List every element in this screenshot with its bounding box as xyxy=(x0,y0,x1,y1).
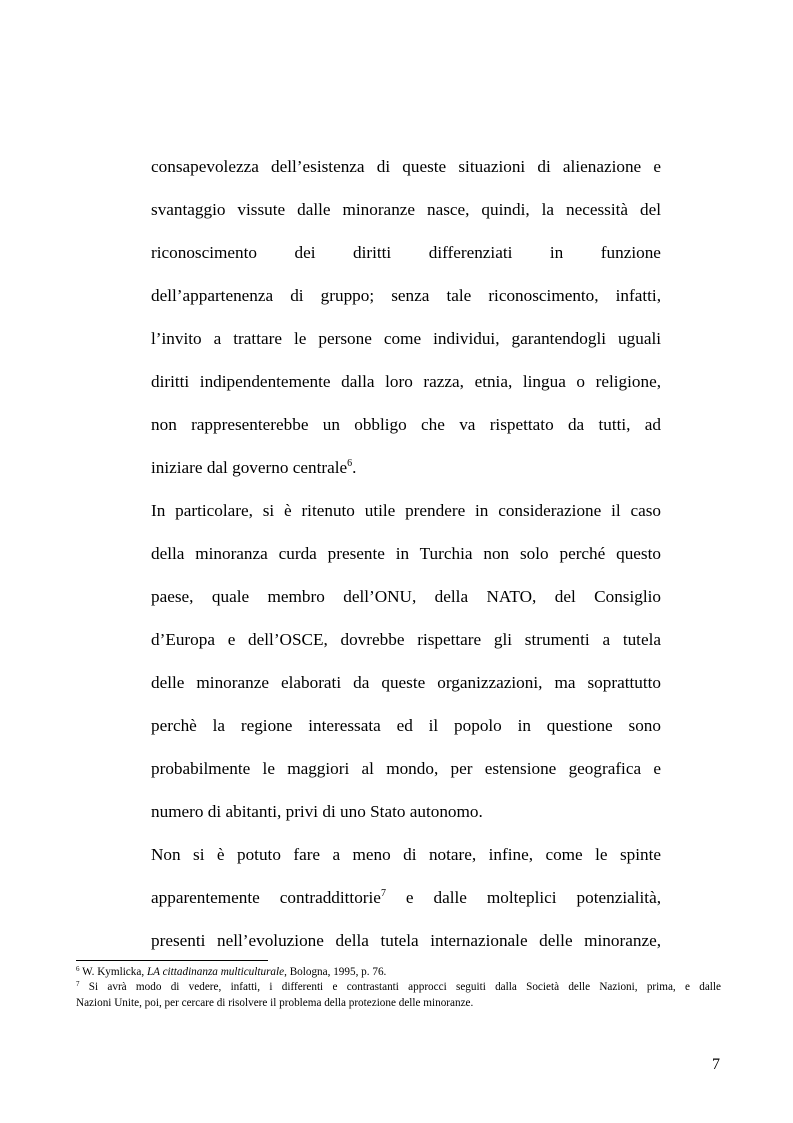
text-line: probabilmente le maggiori al mondo, per estensione geografica e xyxy=(151,759,661,778)
footnote-text: Si avrà modo di vedere, infatti, i differenti e contrastanti approcci seguiti dalla Società delle Nazioni, prima, e dalle xyxy=(79,981,721,994)
word: riconoscimento xyxy=(151,243,257,262)
text-line xyxy=(151,880,661,923)
text-line: svantaggio vissute dalle minoranze nasce, quindi, la necessità del xyxy=(151,200,661,219)
text-line: numero di abitanti, privi di uno Stato autonomo. xyxy=(151,802,483,821)
footnote-rest: , Bologna, 1995, p. 76. xyxy=(284,966,387,978)
page-number: 7 xyxy=(712,1056,720,1073)
text-line: diritti indipendentemente dalla loro razza, etnia, lingua o religione, xyxy=(151,372,661,391)
text-line: dell’appartenenza di gruppo; senza tale riconoscimento, infatti, xyxy=(151,286,661,305)
word: dei xyxy=(294,243,316,262)
footnote-6 xyxy=(76,965,721,980)
word: diritti xyxy=(353,243,392,262)
footnote-line xyxy=(76,980,721,995)
text-fragment: apparentemente contraddittorie xyxy=(151,888,381,907)
footnote-number: 6 xyxy=(76,965,80,973)
text-line: d’Europa e dell’OSCE, dovrebbe rispettare gli strumenti a tutela xyxy=(151,630,661,649)
footnote-line: Nazioni Unite, poi, per cercare di risolvere il problema della protezione delle minoranze. xyxy=(76,996,474,1009)
footnotes xyxy=(76,965,721,1010)
footnote-author: W. Kymlicka, xyxy=(79,966,147,978)
text-fragment: e dalle molteplici potenzialità, xyxy=(385,888,661,907)
text-line: delle minoranze elaborati da queste organizzazioni, ma soprattutto xyxy=(151,673,661,692)
footnote-ref-6[interactable]: 6 xyxy=(347,458,353,469)
text-line xyxy=(151,450,661,493)
word: differenziati xyxy=(428,243,513,262)
footnote-ref-7[interactable]: 7 xyxy=(380,888,386,899)
text-line: non rappresenterebbe un obbligo che va rispettato da tutti, ad xyxy=(151,415,661,434)
text-line: della minoranza curda presente in Turchia non solo perché questo xyxy=(151,544,661,563)
text-line: In particolare, si è ritenuto utile prendere in considerazione il caso xyxy=(151,501,661,520)
footnote-separator xyxy=(76,960,268,961)
footnote-title: LA cittadinanza multiculturale xyxy=(146,966,285,978)
body-text xyxy=(151,149,661,966)
text-line: consapevolezza dell’esistenza di queste situazioni di alienazione e xyxy=(151,157,661,176)
word: funzione xyxy=(600,243,661,262)
footnote-number: 7 xyxy=(76,980,80,989)
word: in xyxy=(549,243,564,262)
text-line: l’invito a trattare le persone come individui, garantendogli uguali xyxy=(151,329,661,348)
text-line xyxy=(151,235,661,278)
text-fragment: iniziare dal governo centrale xyxy=(151,458,348,477)
text-line: perchè la regione interessata ed il popolo in questione sono xyxy=(151,716,661,735)
footnote-7 xyxy=(76,980,721,1010)
text-line: paese, quale membro dell’ONU, della NATO, del Consiglio xyxy=(151,587,661,606)
text-line: Non si è potuto fare a meno di notare, infine, come le spinte xyxy=(151,845,661,864)
text-line: presenti nell’evoluzione della tutela internazionale delle minoranze, xyxy=(151,931,661,950)
text-fragment: . xyxy=(352,458,357,477)
